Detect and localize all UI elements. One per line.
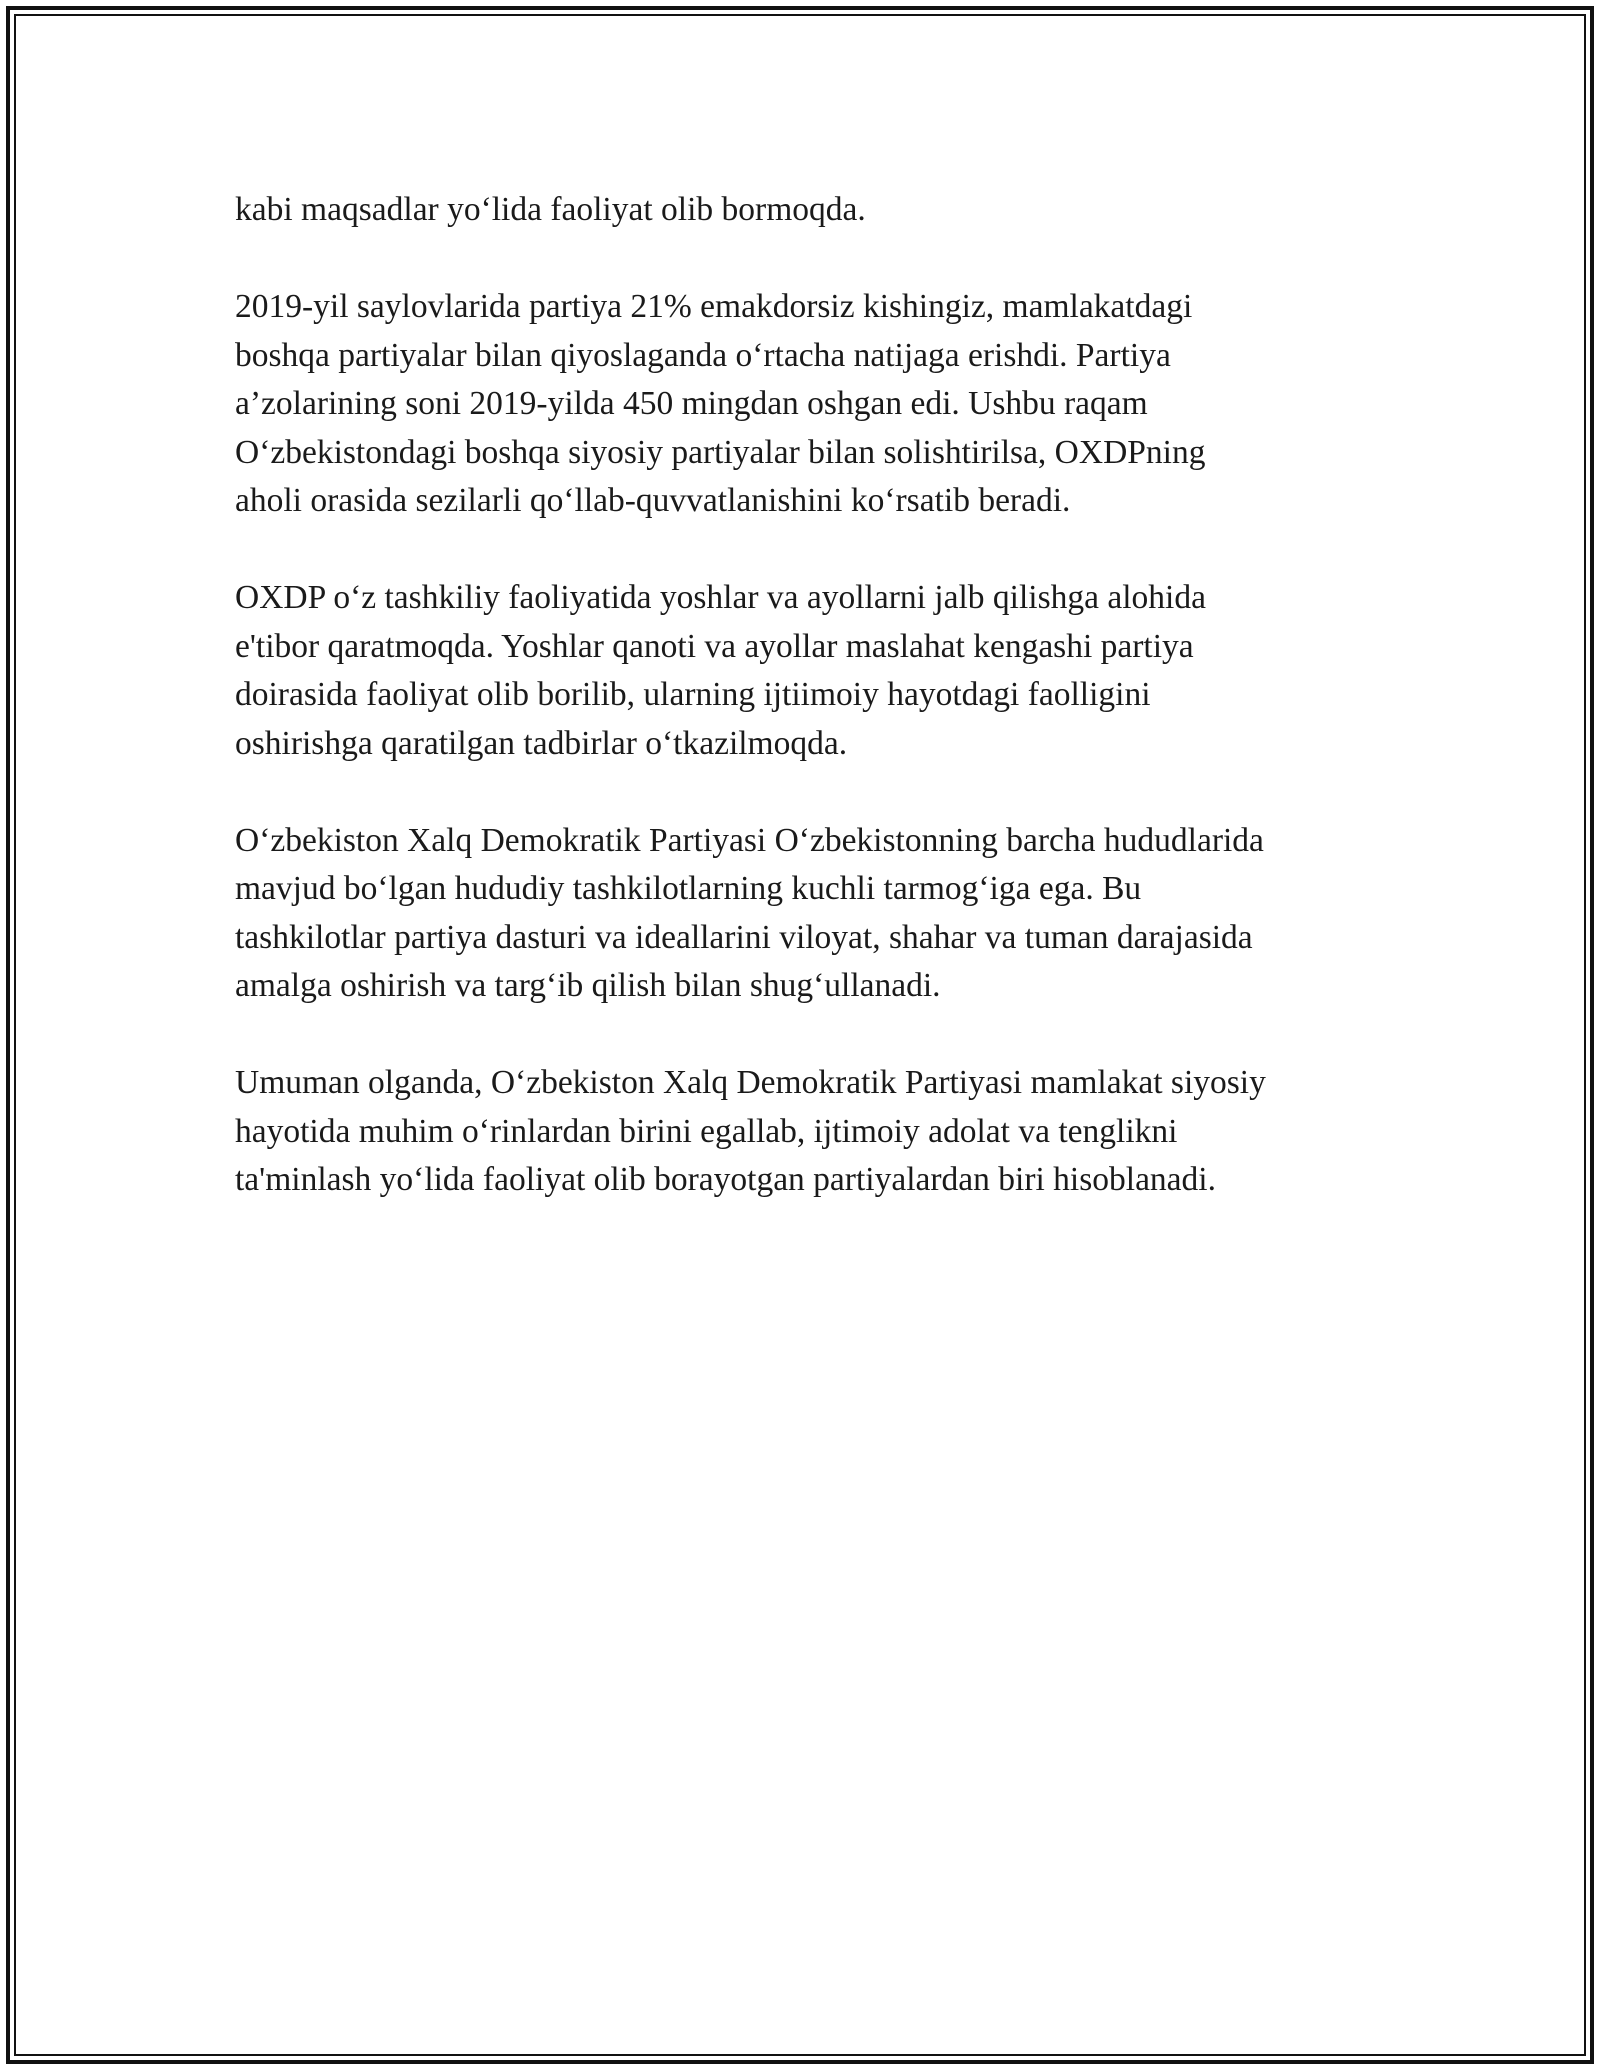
paragraph-3 bbox=[235, 574, 1385, 768]
paragraph-1 bbox=[235, 186, 1385, 235]
text-line: Umuman olganda, O‘zbekiston Xalq Demokratik Partiyasi mamlakat siyosiy bbox=[235, 1064, 1266, 1101]
text-line: O‘zbekistondagi boshqa siyosiy partiyalar bilan solishtirilsa, OXDPning bbox=[235, 433, 1206, 471]
text-line: boshqa partiyalar bilan qiyoslaganda o‘rtacha natijaga erishdi. Partiya bbox=[235, 336, 1171, 374]
text-line: kabi maqsadlar yo‘lida faoliyat olib bormoqda. bbox=[235, 191, 866, 228]
text-line: mavjud bo‘lgan hududiy tashkilotlarning kuchli tarmog‘iga ega. Bu bbox=[235, 870, 1142, 907]
text-line: aholi orasida sezilarli qo‘llab-quvvatlanishini ko‘rsatib beradi. bbox=[235, 482, 1071, 519]
text-line: doirasida faoliyat olib borilib, ularning ijtiimoiy hayotdagi faolligini bbox=[235, 676, 1151, 713]
text-line: e'tibor qaratmoqda. Yoshlar qanoti va ayollar maslahat kengashi partiya bbox=[235, 627, 1194, 665]
text-line: 2019-yil saylovlarida partiya 21% emakdorsiz kishingiz, mamlakatdagi bbox=[235, 288, 1193, 325]
text-line: OXDP o‘z tashkiliy faoliyatida yoshlar va ayollarni jalb qilishga alohida bbox=[235, 579, 1206, 616]
text-line: oshirishga qaratilgan tadbirlar o‘tkazilmoqda. bbox=[235, 724, 848, 762]
text-line: a’zolarining soni 2019-yilda 450 mingdan oshgan edi. Ushbu raqam bbox=[235, 385, 1148, 422]
text-line: ta'minlash yo‘lida faoliyat olib borayotgan partiyalardan biri hisoblanadi. bbox=[235, 1161, 1216, 1198]
text-line: hayotida muhim o‘rinlardan birini egallab, ijtimoiy adolat va tenglikni bbox=[235, 1112, 1178, 1150]
paragraph-2 bbox=[235, 283, 1385, 526]
text-line: tashkilotlar partiya dasturi va ideallarini viloyat, shahar va tuman darajasida bbox=[235, 918, 1253, 956]
text-line: O‘zbekiston Xalq Demokratik Partiyasi O‘zbekistonning barcha hududlarida bbox=[235, 821, 1264, 859]
paragraph-5 bbox=[235, 1059, 1385, 1205]
text-line: amalga oshirish va targ‘ib qilish bilan shug‘ullanadi. bbox=[235, 967, 941, 1004]
paragraph-4 bbox=[235, 817, 1385, 1011]
document-body bbox=[235, 186, 1385, 1253]
